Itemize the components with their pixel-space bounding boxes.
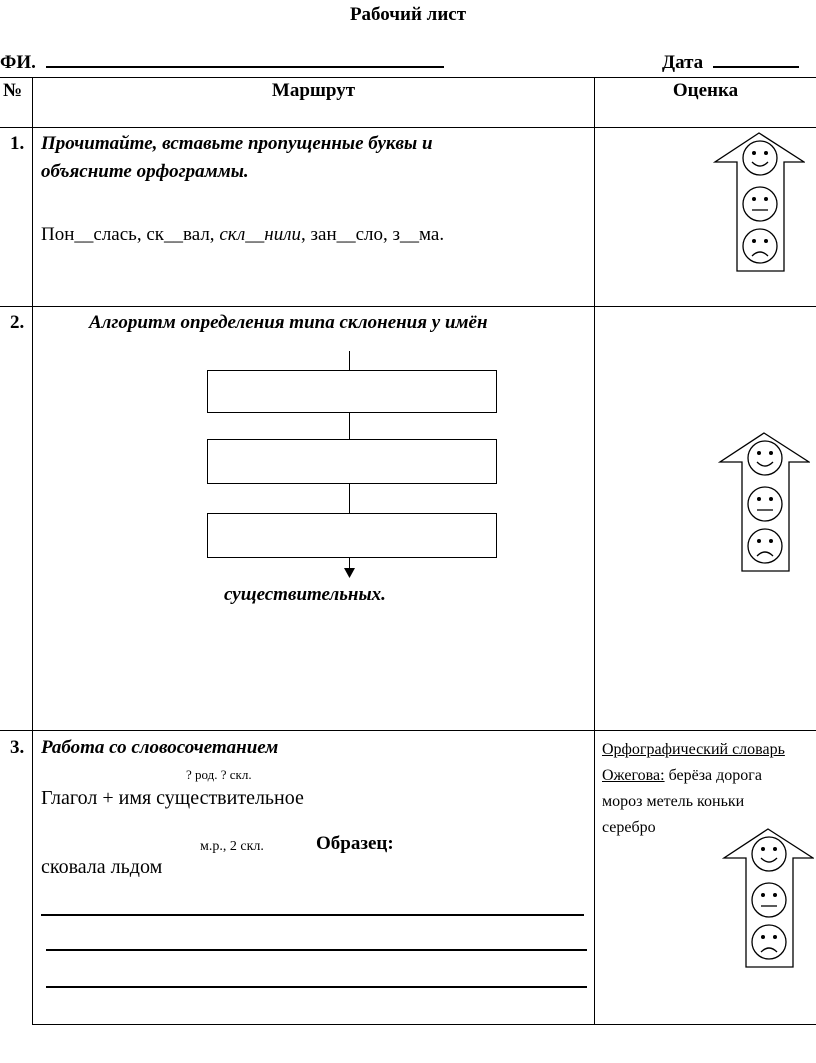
row3-number: 3. xyxy=(10,737,25,758)
neutral-face-icon[interactable] xyxy=(752,883,786,917)
row3-phrase: Глагол + имя существительное xyxy=(41,787,304,809)
happy-face-icon[interactable] xyxy=(752,837,786,871)
row1-words-italic: скл__нили xyxy=(219,224,302,245)
smiley-traffic-light-arrow-icon xyxy=(713,132,805,274)
column-header-grade: Оценка xyxy=(672,80,739,101)
name-label: ФИ. xyxy=(0,52,36,73)
traffic-light-row3[interactable] xyxy=(722,828,814,970)
traffic-light-row1[interactable] xyxy=(713,132,805,274)
table-top-border xyxy=(0,77,816,78)
page-title: Рабочий лист xyxy=(349,4,467,25)
dictionary-words-3: серебро xyxy=(602,819,656,836)
row2-bottom-border xyxy=(0,730,816,731)
flow-connector-1-2 xyxy=(349,413,350,439)
sad-face-icon[interactable] xyxy=(748,529,782,563)
row1-words-part2: , зан__сло, з__ма. xyxy=(301,224,445,245)
row2-heading: Алгоритм определения типа склонения у имён xyxy=(89,312,488,333)
row1-task-line2: объясните орфограммы. xyxy=(41,161,249,182)
row3-annotation-bottom: м.р., 2 скл. xyxy=(200,839,264,854)
column-divider-2 xyxy=(594,77,595,1024)
answer-line-3[interactable] xyxy=(46,986,587,988)
sad-face-icon[interactable] xyxy=(743,229,777,263)
name-blank-line[interactable] xyxy=(46,52,444,68)
row3-sample-label: Образец: xyxy=(316,833,394,854)
row3-sample: сковала льдом xyxy=(41,856,163,878)
dictionary-words-1: берёза дорога xyxy=(664,767,762,784)
column-header-number: № xyxy=(3,80,23,101)
neutral-face-icon[interactable] xyxy=(748,487,782,521)
row1-words-part1: Пон__слась, ск__вал, xyxy=(41,224,215,245)
date-label: Дата xyxy=(662,52,704,73)
row1-task-line1: Прочитайте, вставьте пропущенные буквы и xyxy=(41,133,433,154)
column-header-route: Маршрут xyxy=(271,80,356,101)
answer-line-2[interactable] xyxy=(46,949,587,951)
algorithm-step-box-2[interactable] xyxy=(207,439,497,484)
name-field[interactable] xyxy=(0,52,444,74)
row3-heading: Работа со словосочетанием xyxy=(41,737,279,758)
table-header-bottom-border xyxy=(0,127,816,128)
neutral-face-icon[interactable] xyxy=(743,187,777,221)
row1-number: 1. xyxy=(10,133,25,154)
row1-bottom-border xyxy=(0,306,816,307)
flow-connector-top xyxy=(349,351,350,370)
smiley-traffic-light-arrow-icon xyxy=(722,828,814,970)
algorithm-step-box-1[interactable] xyxy=(207,370,497,413)
row1-words xyxy=(41,224,444,246)
table-bottom-border xyxy=(32,1024,816,1025)
smiley-traffic-light-arrow-icon xyxy=(718,432,810,574)
happy-face-icon[interactable] xyxy=(748,441,782,475)
row2-footer: существительных. xyxy=(224,584,386,605)
dictionary-note xyxy=(602,737,785,841)
dictionary-author: Ожегова: xyxy=(602,767,665,784)
flow-arrow-head-icon xyxy=(344,568,355,579)
happy-face-icon[interactable] xyxy=(743,141,777,175)
dictionary-title: Орфографический словарь xyxy=(602,741,785,758)
row3-annotation-top: ? род. ? скл. xyxy=(186,767,252,782)
algorithm-step-box-3[interactable] xyxy=(207,513,497,558)
dictionary-words-2: мороз метель коньки xyxy=(602,793,745,810)
flow-connector-2-3 xyxy=(349,483,350,513)
answer-line-1[interactable] xyxy=(41,914,584,916)
traffic-light-row2[interactable] xyxy=(718,432,810,574)
column-divider-1 xyxy=(32,77,33,1024)
date-blank-line[interactable] xyxy=(713,52,799,68)
sad-face-icon[interactable] xyxy=(752,925,786,959)
date-field[interactable] xyxy=(662,52,799,74)
row2-number: 2. xyxy=(10,312,25,333)
